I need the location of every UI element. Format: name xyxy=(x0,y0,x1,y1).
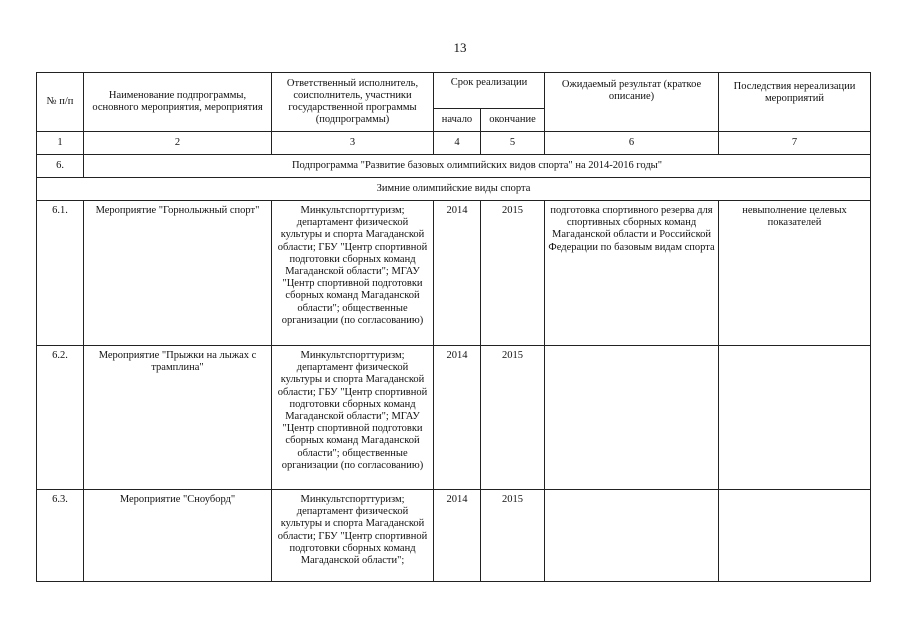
row-name: Мероприятие "Горнолыжный спорт" xyxy=(84,201,272,346)
row-result: подготовка спортивного резерва для спортивных сборных команд Магаданской области и Российской Федерации по базовым видам спорта xyxy=(545,201,719,346)
row-consequences xyxy=(719,346,871,490)
column-number: 7 xyxy=(719,132,871,155)
column-number: 3 xyxy=(272,132,434,155)
row-start: 2014 xyxy=(434,490,481,582)
row-end: 2015 xyxy=(481,201,545,346)
header-start: начало xyxy=(434,109,481,132)
header-executor: Ответственный исполнитель, соисполнитель, участники государственной программы (подпрограммы) xyxy=(272,73,434,132)
header-consequences: Последствия нереализации мероприятий xyxy=(719,73,871,132)
row-consequences: невыполнение целевых показателей xyxy=(719,201,871,346)
column-number: 5 xyxy=(481,132,545,155)
row-result xyxy=(545,490,719,582)
column-number: 1 xyxy=(37,132,84,155)
header-period: Срок реализации xyxy=(434,73,545,109)
header-result: Ожидаемый результат (краткое описание) xyxy=(545,73,719,132)
row-end: 2015 xyxy=(481,346,545,490)
subprogram-number: 6. xyxy=(37,155,84,178)
row-number: 6.1. xyxy=(37,201,84,346)
row-executor: Минкультспорттуризм; департамент физической культуры и спорта Магаданской области; ГБУ "Центр спортивной подготовки сборных команд Магаданской области"; МГАУ "Центр спортивной подготовки сборных команд Магаданской области"; общественные организации (по согласованию) xyxy=(272,201,434,346)
row-executor: Минкультспорттуризм; департамент физической культуры и спорта Магаданской области; ГБУ "Центр спортивной подготовки сборных команд Магаданской области"; xyxy=(272,490,434,582)
header-number: № п/п xyxy=(37,73,84,132)
column-number-row xyxy=(37,132,871,155)
row-executor: Минкультспорттуризм; департамент физической культуры и спорта Магаданской области; ГБУ "Центр спортивной подготовки сборных команд Магаданской области"; МГАУ "Центр спортивной подготовки сборных команд Магаданской области"; общественные организации (по согласованию) xyxy=(272,346,434,490)
program-table xyxy=(36,72,871,582)
row-name: Мероприятие "Сноуборд" xyxy=(84,490,272,582)
column-number: 6 xyxy=(545,132,719,155)
group-title: Зимние олимпийские виды спорта xyxy=(37,178,871,201)
row-start: 2014 xyxy=(434,201,481,346)
row-number: 6.3. xyxy=(37,490,84,582)
table-row xyxy=(37,201,871,346)
subprogram-title: Подпрограмма "Развитие базовых олимпийских видов спорта" на 2014-2016 годы" xyxy=(84,155,871,178)
column-number: 2 xyxy=(84,132,272,155)
row-consequences xyxy=(719,490,871,582)
table-row xyxy=(37,346,871,490)
row-start: 2014 xyxy=(434,346,481,490)
row-end: 2015 xyxy=(481,490,545,582)
header-row xyxy=(37,73,871,109)
header-name: Наименование подпрограммы, основного мероприятия, мероприятия xyxy=(84,73,272,132)
group-row xyxy=(37,178,871,201)
table-row xyxy=(37,490,871,582)
page-number: 13 xyxy=(453,40,467,55)
header-end: окончание xyxy=(481,109,545,132)
subprogram-row xyxy=(37,155,871,178)
row-result xyxy=(545,346,719,490)
row-name: Мероприятие "Прыжки на лыжах с трамплина" xyxy=(84,346,272,490)
row-number: 6.2. xyxy=(37,346,84,490)
column-number: 4 xyxy=(434,132,481,155)
